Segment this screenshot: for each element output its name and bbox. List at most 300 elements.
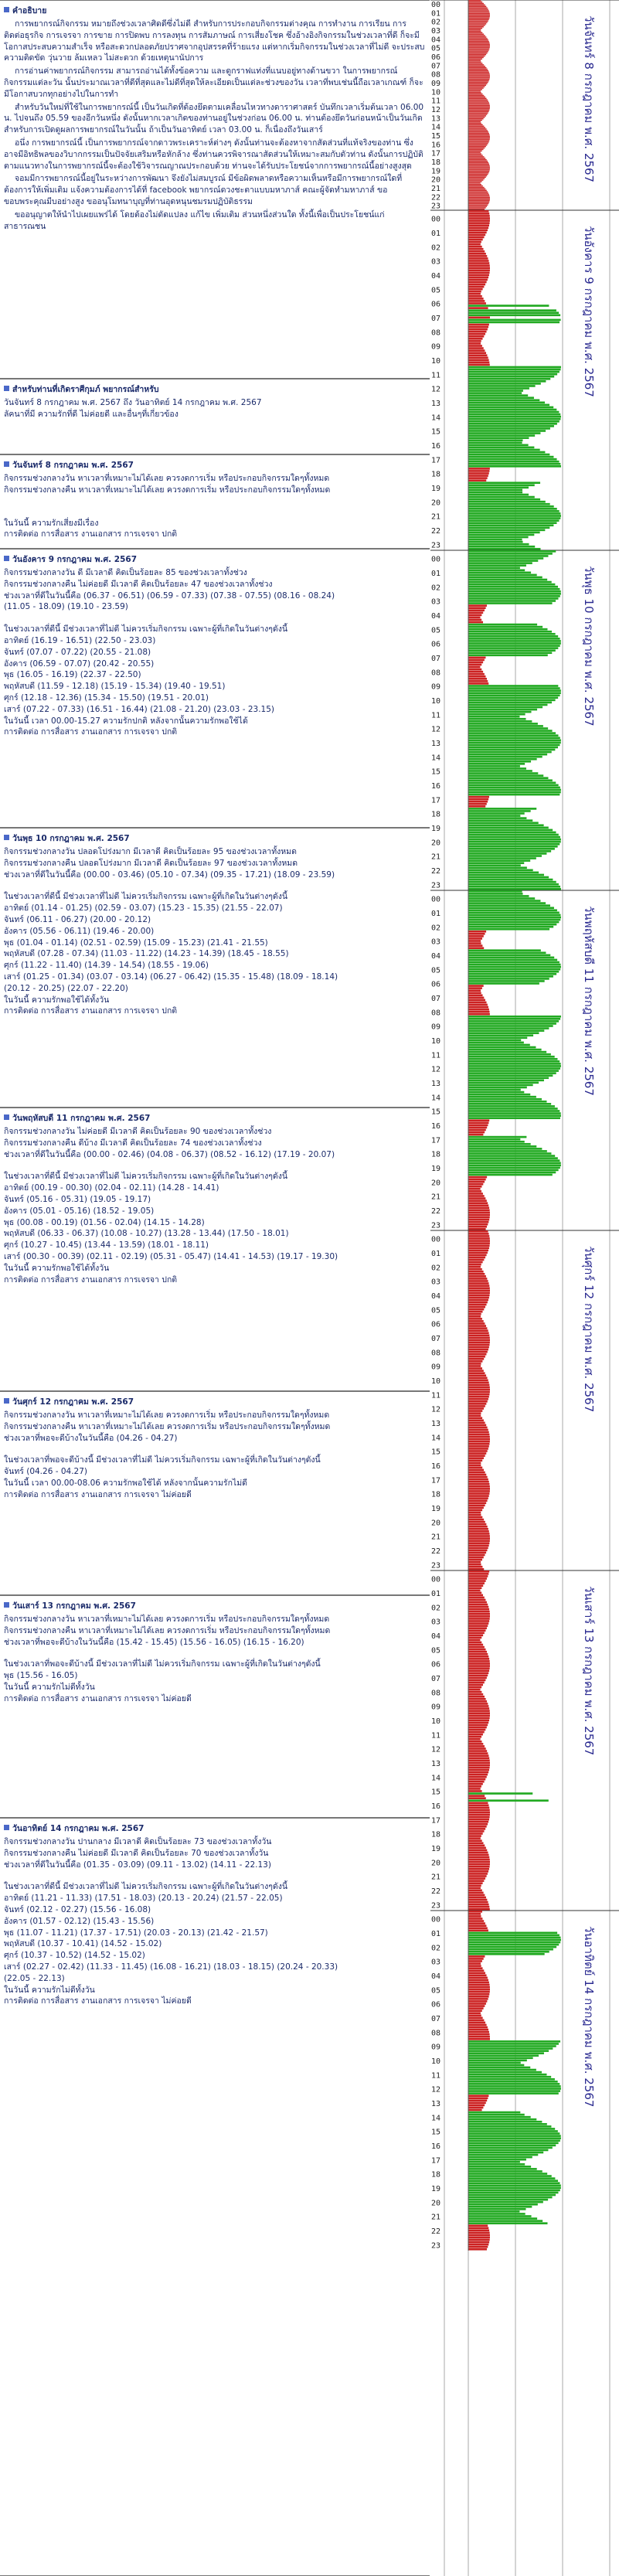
- good-bar: [468, 2135, 561, 2137]
- bullet-icon: [4, 386, 9, 391]
- bad-bar: [468, 166, 490, 167]
- bad-bar: [468, 1183, 483, 1186]
- bad-bar: [468, 1754, 488, 1757]
- bad-bar: [468, 1280, 488, 1282]
- good-bar: [468, 560, 538, 562]
- good-bar: [468, 872, 539, 874]
- good-bar: [468, 904, 550, 907]
- good-bar: [468, 553, 553, 555]
- day-line: กิจกรรมช่วงกลางคืน หาเวลาที่เหมาะไม่ได้เลย ควรงดการเริ่ม หรือประกอบกิจกรรมใดๆทั้งหมด: [4, 485, 331, 495]
- bad-bar: [468, 477, 488, 479]
- bad-bar: [468, 1986, 490, 1989]
- bad-bar: [468, 1724, 488, 1727]
- bad-bar: [468, 286, 484, 288]
- hour-label: 19: [431, 2185, 441, 2193]
- good-bar: [468, 1072, 556, 1074]
- bad-bar: [468, 1121, 488, 1124]
- hour-label: 22: [431, 1207, 441, 1216]
- bad-bar: [468, 1273, 485, 1275]
- day-line: กิจกรรมช่วงกลางคืน หาเวลาที่เหมาะไม่ได้เลย ควรงดการเริ่ม หรือประกอบกิจกรรมใดๆทั้งหมด: [4, 1421, 331, 1431]
- bad-bar: [468, 1367, 482, 1370]
- bad-bar: [468, 207, 486, 208]
- bad-bar: [468, 1492, 489, 1495]
- bad-bar: [468, 72, 489, 73]
- bad-bar: [468, 1419, 484, 1421]
- hour-label: 00: [431, 1235, 441, 1244]
- bad-bar: [468, 1424, 486, 1427]
- bad-bar: [468, 1291, 490, 1294]
- good-bar: [468, 1094, 530, 1096]
- bad-bar: [468, 1497, 488, 1499]
- bad-bar: [468, 1400, 488, 1403]
- day-line: ศุกร์ (12.18 - 12.36) (15.34 - 15.50) (19.51 - 20.01): [4, 692, 209, 703]
- bad-bar: [468, 1738, 481, 1741]
- hour-label: 09: [431, 1363, 441, 1372]
- bad-bar: [468, 1315, 481, 1318]
- bad-bar: [468, 1771, 488, 1774]
- bad-bar: [468, 1812, 490, 1814]
- bad-bar: [468, 1597, 485, 1599]
- bad-bar: [468, 85, 486, 86]
- day-label: วันพุธ 10 กรกฎาคม พ.ศ. 2567: [582, 566, 596, 727]
- good-bar: [468, 1172, 556, 1174]
- hour-label: 13: [431, 1760, 441, 1768]
- bad-bar: [468, 29, 481, 30]
- day-line: กิจกรรมช่วงกลางคืน ไม่ค่อยดี มีเวลาดี คิดเป็นร้อยละ 70 ของช่วงเวลาทั้งวัน: [4, 1848, 269, 1858]
- bad-bar: [468, 215, 490, 217]
- good-bar: [468, 489, 522, 492]
- good-bar: [468, 1067, 560, 1070]
- hour-label: 20: [431, 499, 441, 508]
- day-line: ในช่วงเวลาที่ดีนี้ มีช่วงเวลาที่ไม่ดี ไม่ควรเริ่มกิจกรรม เฉพาะผู้ที่เกิดในวันต่างๆดังนี้: [4, 1882, 288, 1892]
- hour-label: 21: [431, 2213, 441, 2222]
- hour-label: 19: [431, 167, 441, 176]
- bad-bar: [468, 2248, 487, 2251]
- good-bar: [468, 812, 525, 815]
- bad-bar: [468, 1887, 481, 1889]
- hour-label: 04: [431, 1972, 441, 1981]
- bad-bar: [468, 1962, 481, 1965]
- hour-label: 21: [431, 852, 441, 862]
- bad-bar: [468, 1743, 483, 1745]
- good-bar: [468, 2192, 558, 2194]
- bad-bar: [468, 82, 488, 83]
- bad-bar: [468, 120, 482, 121]
- bad-bar: [468, 1915, 481, 1918]
- good-bar: [468, 902, 546, 904]
- hour-label: 04: [431, 272, 441, 281]
- good-bar: [468, 1946, 556, 1948]
- day-line: การติดต่อ การสื่อสาร งานเอกสาร การเจรจา ไม่ค่อยดี: [4, 1996, 192, 2006]
- bad-bar: [468, 1677, 487, 1679]
- good-bar: [468, 2203, 538, 2206]
- forwho-line: วันจันทร์ 8 กรกฎาคม พ.ศ. 2567 ถึง วันอาทิตย์ 14 กรกฎาคม พ.ศ. 2567: [4, 398, 262, 407]
- good-bar: [468, 2208, 525, 2210]
- bad-bar: [468, 2007, 484, 2009]
- bad-bar: [468, 1967, 483, 1969]
- good-bar: [468, 1152, 551, 1155]
- bad-bar: [468, 1877, 485, 1880]
- bad-bar: [468, 1233, 489, 1235]
- bad-bar: [468, 1734, 483, 1736]
- day-line: ในวันนี้ ความรักไม่ดีทั้งวัน: [4, 1682, 95, 1692]
- day-label: วันศุกร์ 12 กรกฎาคม พ.ศ. 2567: [582, 1246, 596, 1413]
- bad-bar: [468, 1372, 485, 1374]
- day-line: พุธ (16.05 - 16.19) (22.37 - 22.50): [4, 670, 141, 680]
- good-bar: [468, 824, 544, 826]
- good-bar: [468, 1101, 546, 1103]
- section-title: [4, 832, 426, 845]
- good-bar: [468, 380, 546, 383]
- good-bar: [468, 1148, 542, 1150]
- good-bar: [468, 2076, 551, 2078]
- hour-label: 10: [431, 357, 441, 366]
- good-bar: [468, 2040, 560, 2043]
- bad-bar: [468, 1601, 487, 1604]
- hour-label: 05: [431, 1986, 441, 1996]
- bad-bar: [468, 1134, 483, 1136]
- section-0: [0, 0, 430, 379]
- good-bar: [468, 2217, 537, 2220]
- hour-label: 16: [431, 141, 441, 150]
- hour-label: 11: [431, 97, 441, 106]
- good-bar: [468, 541, 523, 543]
- bad-bar: [468, 1700, 487, 1703]
- hour-label: 09: [431, 1023, 441, 1032]
- bad-bar: [468, 124, 483, 125]
- bad-bar: [468, 1977, 488, 1979]
- day-label: วันจันทร์ 8 กรกฎาคม พ.ศ. 2567: [582, 15, 596, 183]
- bad-bar: [468, 1906, 489, 1908]
- day-line: ในช่วงเวลาที่พอจะดีบ้างนี้ มีช่วงเวลาที่ไม่ดี ไม่ควรเริ่มกิจกรรม เฉพาะผู้ที่เกิดในวันต่างๆดังนี้: [4, 1659, 321, 1669]
- bad-bar: [468, 1764, 490, 1767]
- good-bar: [468, 387, 529, 390]
- bad-bar: [468, 92, 481, 93]
- good-bar: [468, 730, 553, 732]
- good-bar: [468, 647, 558, 649]
- hour-label: 03: [431, 257, 441, 267]
- bad-bar: [468, 2003, 486, 2005]
- good-bar: [468, 505, 554, 508]
- bad-bar: [468, 281, 487, 284]
- bad-bar: [468, 2009, 482, 2012]
- bad-bar: [468, 619, 481, 621]
- good-bar: [468, 907, 554, 909]
- bad-bar: [468, 1327, 487, 1329]
- good-bar: [468, 975, 553, 978]
- hour-label: 21: [431, 1193, 441, 1202]
- bad-bar: [468, 1769, 489, 1771]
- day-line: พุธ (01.04 - 01.14) (02.51 - 02.59) (15.09 - 15.23) (21.41 - 21.55): [4, 938, 268, 948]
- bad-bar: [468, 38, 488, 39]
- good-bar: [468, 396, 534, 399]
- bad-bar: [468, 1485, 490, 1488]
- good-bar: [468, 517, 560, 519]
- bad-bar: [468, 1717, 490, 1719]
- bad-bar: [468, 1720, 489, 1722]
- good-bar: [468, 519, 559, 522]
- bad-bar: [468, 1972, 485, 1974]
- spacer: [4, 1444, 426, 1455]
- bad-bar: [468, 90, 481, 91]
- bad-bar: [468, 1759, 490, 1761]
- bad-bar: [468, 28, 482, 29]
- good-bar: [468, 432, 540, 434]
- hour-label: 06: [431, 980, 441, 989]
- bad-bar: [468, 1398, 488, 1400]
- good-bar: [468, 2215, 532, 2217]
- good-bar: [468, 2206, 532, 2208]
- hour-label: 09: [431, 342, 441, 352]
- bad-bar: [468, 151, 481, 152]
- hour-label: 18: [431, 1830, 441, 1839]
- good-bar: [468, 1089, 521, 1091]
- bad-bar: [468, 1644, 483, 1646]
- bad-bar: [468, 1922, 485, 1924]
- hour-label: 23: [431, 2241, 441, 2251]
- bad-bar: [468, 1237, 490, 1240]
- good-bar: [468, 2121, 542, 2123]
- bad-bar: [468, 1329, 488, 1332]
- good-bar: [468, 642, 561, 645]
- hour-label: 16: [431, 442, 441, 451]
- bad-bar: [468, 177, 486, 178]
- hour-label: 17: [431, 1476, 441, 1485]
- bad-bar: [468, 1526, 488, 1528]
- bad-bar: [468, 1639, 480, 1642]
- good-bar: [468, 756, 542, 758]
- good-bar: [468, 465, 561, 468]
- bad-bar: [468, 121, 481, 122]
- bad-bar: [468, 987, 482, 989]
- bad-bar: [468, 2232, 490, 2234]
- good-bar: [468, 376, 554, 378]
- bad-bar: [468, 1589, 481, 1591]
- hour-label: 15: [431, 2128, 441, 2137]
- day-line: ในวันนี้ ความรักไม่ดีทั้งวัน: [4, 1985, 95, 1995]
- good-bar: [468, 633, 556, 635]
- intro-paragraph: จอมมีการพยากรณ์นี้อยู่ในระหว่างการพัฒนา จึงยังไม่สมบูรณ์ มีข้อผิดพลาดหรือความเห็นหรือมีการพยากรณ์ใดที่ต้องการให้เพิ่มเติม แจ้งความต้องการได้ที่ facebook พยากรณ์ดวงชะตาแบบมหาภาส์ คณะผู้จัดทำมหาภาส์ ขอขอบพระคุณมีบอย่างสูง ขออนุโมทนาบุญที่ท่านอุดหนุนชมรมปฏิบัติธรรม: [4, 174, 403, 206]
- bad-bar: [468, 1261, 483, 1264]
- bad-bar: [468, 1653, 488, 1656]
- good-bar: [468, 2057, 533, 2059]
- good-bar: [468, 2197, 553, 2199]
- bad-bar: [468, 1554, 485, 1557]
- good-bar: [468, 645, 560, 647]
- bad-bar: [468, 2038, 490, 2040]
- bad-bar: [468, 1774, 488, 1776]
- hour-label: 08: [431, 70, 441, 80]
- bad-bar: [468, 1656, 488, 1658]
- bad-bar: [468, 1849, 487, 1852]
- good-bar: [468, 322, 559, 324]
- hour-label: 01: [431, 230, 441, 238]
- day-line: จันทร์ (02.12 - 02.27) (15.56 - 16.08): [4, 1904, 151, 1914]
- bad-bar: [468, 100, 488, 101]
- bad-bar: [468, 475, 488, 477]
- good-bar: [468, 1016, 561, 1018]
- bad-bar: [468, 1011, 490, 1013]
- bad-bar: [468, 226, 488, 229]
- day-label: วันพฤหัสบดี 11 กรกฎาคม พ.ศ. 2567: [582, 906, 596, 1096]
- good-bar: [468, 696, 558, 699]
- bad-bar: [468, 1422, 485, 1424]
- hour-label: 18: [431, 2170, 441, 2180]
- hour-label: 17: [431, 456, 441, 465]
- bad-bar: [468, 1407, 484, 1410]
- bad-bar: [468, 1955, 485, 1958]
- bad-bar: [468, 2029, 488, 2031]
- hour-label: 21: [431, 1873, 441, 1882]
- day-line: ในวันนี้ ความรักพอใช้ได้ทั้งวัน: [4, 1263, 110, 1273]
- bad-bar: [468, 269, 490, 271]
- bad-bar: [468, 1387, 490, 1389]
- good-bar: [468, 2085, 561, 2088]
- bad-bar: [468, 331, 487, 333]
- good-bar: [468, 456, 553, 458]
- hour-label: 14: [431, 1434, 441, 1443]
- bad-bar: [468, 659, 485, 662]
- bullet-icon: [4, 1602, 9, 1608]
- good-bar: [468, 713, 525, 716]
- bad-bar: [468, 342, 481, 345]
- bad-bar: [468, 347, 484, 349]
- bad-bar: [468, 25, 485, 26]
- hour-label: 00: [431, 895, 441, 904]
- bad-bar: [468, 1459, 482, 1462]
- bad-bar: [468, 1731, 485, 1734]
- good-bar: [468, 897, 535, 900]
- section-4: [0, 828, 430, 1108]
- bad-bar: [468, 354, 487, 356]
- hour-label: 12: [431, 1065, 441, 1074]
- section-title: [4, 553, 426, 566]
- good-bar: [468, 928, 549, 931]
- bad-bar: [468, 1924, 486, 1927]
- bad-bar: [468, 1339, 490, 1342]
- bad-bar: [468, 1176, 487, 1179]
- bad-bar: [468, 172, 488, 173]
- bad-bar: [468, 86, 485, 87]
- bad-bar: [468, 1847, 486, 1849]
- good-bar: [468, 2054, 539, 2057]
- bad-bar: [468, 162, 488, 163]
- good-bar: [468, 971, 559, 973]
- bad-bar: [468, 2022, 485, 2024]
- bad-bar: [468, 1870, 488, 1873]
- good-bar: [468, 402, 545, 404]
- good-bar: [468, 534, 534, 536]
- bad-bar: [468, 178, 485, 179]
- bad-bar: [468, 1785, 481, 1788]
- bad-bar: [468, 992, 481, 994]
- hour-label: 09: [431, 682, 441, 692]
- good-bar: [468, 512, 560, 515]
- bad-bar: [468, 1374, 486, 1376]
- good-bar: [468, 1060, 559, 1063]
- day-line: พุธ (00.08 - 00.19) (01.56 - 02.04) (14.15 - 14.28): [4, 1217, 205, 1227]
- hour-label: 01: [431, 1590, 441, 1598]
- hour-label: 22: [431, 193, 441, 202]
- day-line: ในช่วงเวลาที่พอจะดีบ้างนี้ มีช่วงเวลาที่ไม่ดี ไม่ควรเริ่มกิจกรรม เฉพาะผู้ที่เกิดในวันต่างๆดังนี้: [4, 1455, 321, 1465]
- good-bar: [468, 917, 561, 919]
- hour-label: 10: [431, 88, 441, 97]
- bad-bar: [468, 99, 488, 100]
- good-bar: [468, 390, 523, 392]
- bad-bar: [468, 32, 482, 33]
- bad-bar: [468, 1465, 481, 1467]
- bad-bar: [468, 1509, 482, 1512]
- good-bar: [468, 2201, 543, 2203]
- good-bar: [468, 2220, 542, 2222]
- good-bar: [468, 399, 539, 401]
- good-bar: [468, 581, 552, 584]
- good-bar: [468, 1040, 521, 1042]
- bad-bar: [468, 1483, 489, 1485]
- hour-label: 13: [431, 400, 441, 408]
- good-bar: [468, 2081, 558, 2083]
- good-bar: [468, 727, 548, 730]
- good-bar: [468, 1070, 559, 1072]
- bad-bar: [468, 1495, 489, 1497]
- bad-bar: [468, 1278, 487, 1280]
- good-bar: [468, 973, 556, 975]
- bad-bar: [468, 179, 483, 180]
- bad-bar: [468, 2017, 483, 2020]
- spacer: [4, 1648, 426, 1659]
- good-bar: [468, 1029, 544, 1032]
- good-bar: [468, 1162, 561, 1164]
- bad-bar: [468, 1363, 481, 1365]
- good-bar: [468, 774, 543, 777]
- bad-bar: [468, 1807, 489, 1809]
- day-line: ศุกร์ (10.27 - 10.45) (13.44 - 13.59) (18.01 - 18.11): [4, 1240, 209, 1251]
- bad-bar: [468, 1452, 486, 1455]
- bad-bar: [468, 2227, 488, 2229]
- bad-bar: [468, 335, 484, 338]
- bad-bar: [468, 1325, 486, 1327]
- bad-bar: [468, 1684, 483, 1686]
- day-label: วันเสาร์ 13 กรกฎาคม พ.ศ. 2567: [582, 1586, 596, 1756]
- bad-bar: [468, 298, 484, 300]
- hour-label: 04: [431, 1632, 441, 1641]
- bad-bar: [468, 1391, 490, 1393]
- bad-bar: [468, 143, 488, 144]
- good-bar: [468, 2128, 555, 2130]
- bad-bar: [468, 1802, 488, 1804]
- bad-bar: [468, 1360, 482, 1363]
- bad-bar: [468, 1396, 489, 1398]
- bad-bar: [468, 1311, 483, 1313]
- day-label: วันอาทิตย์ 14 กรกฎาคม พ.ศ. 2567: [582, 1926, 596, 2108]
- bad-bar: [468, 187, 485, 188]
- good-bar: [468, 574, 537, 577]
- bad-bar: [468, 1580, 486, 1582]
- bad-bar: [468, 1570, 489, 1573]
- hour-label: 20: [431, 1179, 441, 1188]
- good-bar: [468, 2045, 556, 2047]
- bad-bar: [468, 324, 489, 326]
- bad-bar: [468, 1863, 490, 1866]
- hour-label: 00: [431, 1, 441, 10]
- hour-label: 12: [431, 385, 441, 394]
- good-bar: [468, 955, 550, 957]
- good-bar: [468, 602, 553, 604]
- good-bar: [468, 1941, 560, 1944]
- bad-bar: [468, 947, 484, 949]
- bad-bar: [468, 159, 487, 160]
- bad-bar: [468, 678, 487, 680]
